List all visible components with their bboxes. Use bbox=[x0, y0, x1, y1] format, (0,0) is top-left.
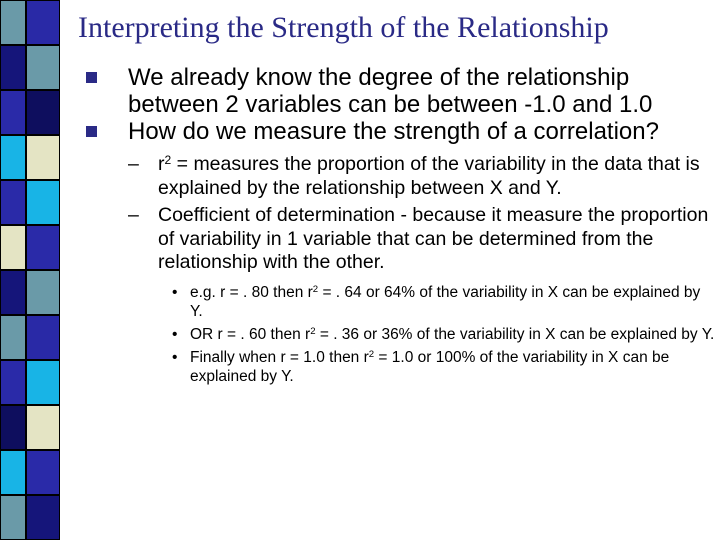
stripe-block bbox=[0, 0, 26, 45]
dot-bullet-icon: • bbox=[172, 325, 178, 343]
stripe-block bbox=[0, 360, 26, 405]
sub-sub-bullet-item bbox=[86, 348, 716, 386]
stripe-block bbox=[0, 315, 26, 360]
sub-bullet-item bbox=[86, 204, 716, 275]
dash-bullet-icon: – bbox=[128, 204, 139, 227]
bullet-text: How do we measure the strength of a correlation? bbox=[128, 118, 659, 145]
stripe-block bbox=[0, 45, 26, 90]
bullet-item bbox=[86, 118, 716, 145]
stripe-block bbox=[26, 180, 60, 225]
dot-bullet-icon: • bbox=[172, 348, 178, 366]
stripe-block bbox=[0, 90, 26, 135]
stripe-block bbox=[0, 450, 26, 495]
stripe-block bbox=[26, 0, 60, 45]
stripe-block bbox=[0, 495, 26, 540]
sub-sub-bullet-text: Finally when r = 1.0 then $r^2 = 1.0$ or 100% of the variability in X can be explained by Y. bbox=[190, 348, 670, 385]
stripe-block bbox=[0, 405, 26, 450]
stripe-block bbox=[26, 450, 60, 495]
stripe-block bbox=[26, 405, 60, 450]
slide-body bbox=[86, 64, 716, 386]
stripe-block bbox=[26, 135, 60, 180]
stripe-block bbox=[26, 270, 60, 315]
stripe-block bbox=[26, 360, 60, 405]
slide-title: Interpreting the Strength of the Relationship bbox=[78, 11, 609, 44]
sub-bullet-text: $r^2$ = measures the proportion of the variability in the data that is explained by the relationship between X and Y. bbox=[158, 152, 700, 199]
stripe-block bbox=[26, 495, 60, 540]
dash-bullet-icon: – bbox=[128, 153, 139, 175]
sub-sub-bullet-item bbox=[86, 283, 716, 321]
bullet-text: We already know the degree of the relationship between 2 variables can be between -1.0 and 1.0 bbox=[128, 64, 653, 118]
stripe-block bbox=[0, 270, 26, 315]
decorative-color-stripe bbox=[0, 0, 60, 540]
sub-bullet-text: Coefficient of determination - because it measure the proportion of variability in 1 variable that can be determined from the relationship with the other. bbox=[158, 204, 709, 274]
dot-bullet-icon: • bbox=[172, 283, 178, 301]
bullet-item bbox=[86, 64, 716, 118]
stripe-block bbox=[26, 225, 60, 270]
square-bullet-icon bbox=[86, 72, 97, 83]
square-bullet-icon bbox=[86, 126, 97, 137]
sub-sub-bullet-item bbox=[86, 325, 716, 344]
sub-sub-bullet-text: OR r = . 60 then $r^2$ = . 36 or 36% of the variability in X can be explained by Y. bbox=[190, 325, 715, 343]
sub-bullet-item bbox=[86, 153, 716, 200]
stripe-block bbox=[0, 225, 26, 270]
stripe-block bbox=[26, 90, 60, 135]
stripe-block bbox=[0, 135, 26, 180]
stripe-block bbox=[0, 180, 26, 225]
stripe-block bbox=[26, 315, 60, 360]
stripe-block bbox=[26, 45, 60, 90]
sub-sub-bullet-text: e.g. r = . 80 then $r^2$ = . 64 or 64% of the variability in X can be explained by Y. bbox=[190, 283, 701, 320]
